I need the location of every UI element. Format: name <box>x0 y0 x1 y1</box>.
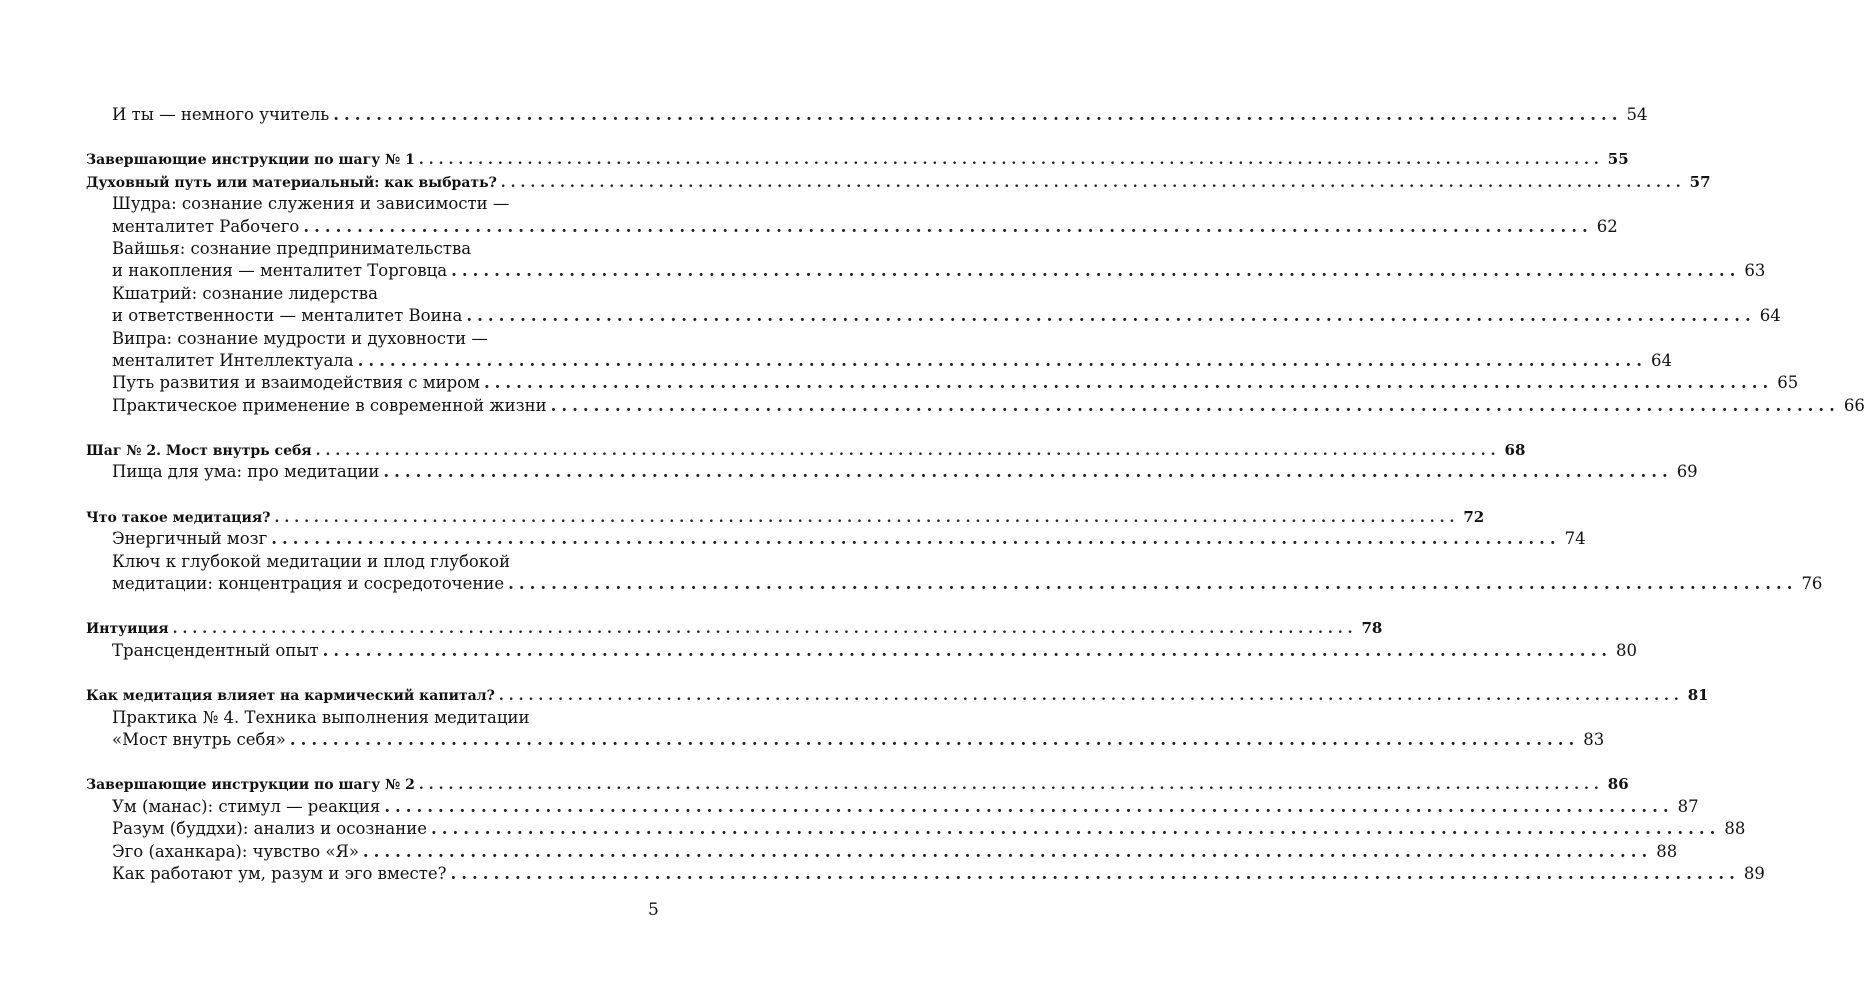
leader-dots: ........................................................................................................................ <box>466 306 1756 326</box>
leader-dots: ........................................................................................................................ <box>483 373 1774 393</box>
toc-entry[interactable] <box>86 841 1678 863</box>
toc-entry-title: Путь развития и взаимодействия с миром <box>112 373 480 393</box>
toc-section-heading[interactable] <box>86 773 1629 795</box>
toc-entry-title: Как медитация влияет на кармический капитал? <box>86 688 495 705</box>
leader-dots: ........................................................................................................................ <box>315 443 1501 460</box>
toc-entry[interactable] <box>86 283 661 305</box>
toc-entry-page: 68 <box>1504 441 1526 460</box>
toc-section-heading[interactable] <box>86 148 1629 170</box>
leader-dots: ........................................................................................................................ <box>362 841 1653 861</box>
toc-entry-title: Шудра: сознание служения и зависимости — <box>112 194 510 214</box>
leader-dots: ........................................................................................................................ <box>271 529 1561 549</box>
toc-entry-page: 83 <box>1583 729 1605 749</box>
toc-entry-title: Духовный путь или материальный: как выбрать? <box>86 174 497 191</box>
toc-entry-page: 88 <box>1724 819 1746 839</box>
toc-entry[interactable] <box>86 350 1672 372</box>
toc-entry-title: Ум (манас): стимул — реакция <box>112 796 381 816</box>
toc-entry-title: Энергичный мозг <box>112 529 268 549</box>
toc-entry-title: Практика № 4. Техника выполнения медитации <box>112 707 530 727</box>
toc-entry[interactable] <box>86 573 1823 595</box>
toc-section-heading[interactable] <box>86 439 1526 461</box>
toc-entry-title: Ключ к глубокой медитации и плод глубокой <box>112 551 511 571</box>
toc-entry-page: 80 <box>1615 640 1637 660</box>
toc-entry[interactable] <box>86 640 1637 662</box>
leader-dots: ........................................................................................................................ <box>418 152 1604 169</box>
toc-entry-title: медитации: концентрация и сосредоточение <box>112 574 505 594</box>
toc-entry-title: Завершающие инструкции по шагу № 2 <box>86 777 415 794</box>
toc-entry-title: Как работают ум, разум и эго вместе? <box>112 863 447 883</box>
leader-dots: ........................................................................................................................ <box>357 350 1647 370</box>
toc-entry[interactable] <box>86 216 1618 238</box>
toc-entry-title: менталитет Рабочего <box>112 216 300 236</box>
toc-entry-title: Кшатрий: сознание лидерства <box>112 283 378 303</box>
toc-entry-page: 89 <box>1743 863 1765 883</box>
toc-entry[interactable] <box>86 104 1648 126</box>
toc-entry-page: 54 <box>1626 105 1648 124</box>
toc-section-heading[interactable] <box>86 617 1383 639</box>
leader-dots: ........................................................................................................................ <box>303 216 1593 236</box>
toc-entry[interactable] <box>86 395 1865 417</box>
toc-entry-title: Шаг № 2. Мост внутрь себя <box>86 443 312 460</box>
toc-entry[interactable] <box>86 372 1799 394</box>
toc-section-heading[interactable] <box>86 171 1711 193</box>
toc-entry-title: «Мост внутрь себя» <box>112 729 286 749</box>
table-of-contents <box>86 104 1865 885</box>
toc-entry-page: 66 <box>1843 395 1865 415</box>
toc-entry-page: 81 <box>1687 686 1709 705</box>
toc-entry-title: Разум (буддхи): анализ и осознание <box>112 819 428 839</box>
toc-section-heading[interactable] <box>86 684 1709 706</box>
leader-dots: ........................................................................................................................ <box>550 395 1840 415</box>
toc-entry-page: 64 <box>1759 306 1781 326</box>
leader-dots: ........................................................................................................................ <box>500 174 1686 191</box>
toc-entry-title: Трансцендентный опыт <box>112 640 319 660</box>
toc-entry-page: 88 <box>1656 841 1678 861</box>
toc-entry-page: 78 <box>1361 619 1383 638</box>
toc-entry-title: Что такое медитация? <box>86 509 271 526</box>
leader-dots: ........................................................................................................................ <box>333 105 1623 124</box>
toc-entry-page: 87 <box>1677 796 1699 816</box>
toc-entry[interactable] <box>86 818 1746 840</box>
leader-dots: ........................................................................................................................ <box>431 819 1721 839</box>
toc-entry[interactable] <box>86 238 661 260</box>
toc-entry[interactable] <box>86 528 1586 550</box>
toc-entry-page: 64 <box>1650 350 1672 370</box>
toc-entry-title: Эго (аханкара): чувство «Я» <box>112 841 359 861</box>
toc-entry-page: 74 <box>1564 529 1586 549</box>
leader-dots: ........................................................................................................................ <box>498 688 1684 705</box>
leader-dots: ........................................................................................................................ <box>322 640 1612 660</box>
toc-entry-title: Интуиция <box>86 621 169 638</box>
leader-dots: ........................................................................................................................ <box>383 462 1673 482</box>
toc-entry-title: Вайшья: сознание предпринимательства <box>112 238 472 258</box>
toc-entry-page: 65 <box>1777 373 1799 393</box>
toc-entry[interactable] <box>86 551 661 573</box>
toc-entry[interactable] <box>86 193 661 215</box>
toc-entry[interactable] <box>86 328 661 350</box>
toc-entry-title: и накопления — менталитет Торговца <box>112 261 448 281</box>
toc-entry-title: Пища для ума: про медитации <box>112 462 380 482</box>
toc-entry[interactable] <box>86 729 1605 751</box>
toc-entry-page: 69 <box>1676 462 1698 482</box>
leader-dots: ........................................................................................................................ <box>172 621 1358 638</box>
toc-entry[interactable] <box>86 863 1765 885</box>
toc-entry[interactable] <box>86 707 661 729</box>
toc-entry-title: И ты — немного учитель <box>112 105 330 124</box>
toc-entry-page: 63 <box>1744 261 1766 281</box>
toc-entry-title: и ответственности — менталитет Воина <box>112 306 463 326</box>
leader-dots: ........................................................................................................................ <box>451 261 1741 281</box>
toc-entry-page: 72 <box>1463 507 1485 526</box>
leader-dots: ........................................................................................................................ <box>508 574 1798 594</box>
leader-dots: ........................................................................................................................ <box>418 777 1604 794</box>
leader-dots: ........................................................................................................................ <box>384 796 1674 816</box>
leader-dots: ........................................................................................................................ <box>274 509 1460 526</box>
leader-dots: ........................................................................................................................ <box>450 863 1740 883</box>
page-number: 5 <box>648 900 659 920</box>
toc-entry-title: менталитет Интеллектуала <box>112 350 354 370</box>
leader-dots: ........................................................................................................................ <box>289 729 1580 749</box>
toc-entry-page: 55 <box>1607 150 1629 169</box>
toc-entry[interactable] <box>86 260 1766 282</box>
toc-entry-page: 86 <box>1607 775 1629 794</box>
toc-entry-title: Завершающие инструкции по шагу № 1 <box>86 152 415 169</box>
toc-section-heading[interactable] <box>86 506 1485 528</box>
toc-entry-title: Практическое применение в современной жизни <box>112 395 547 415</box>
toc-entry-page: 57 <box>1689 172 1711 191</box>
toc-entry-page: 76 <box>1801 574 1823 594</box>
toc-entry[interactable] <box>86 461 1698 483</box>
toc-entry[interactable] <box>86 796 1699 818</box>
toc-entry-title: Випра: сознание мудрости и духовности — <box>112 328 488 348</box>
toc-entry[interactable] <box>86 305 1781 327</box>
toc-entry-page: 62 <box>1596 216 1618 236</box>
